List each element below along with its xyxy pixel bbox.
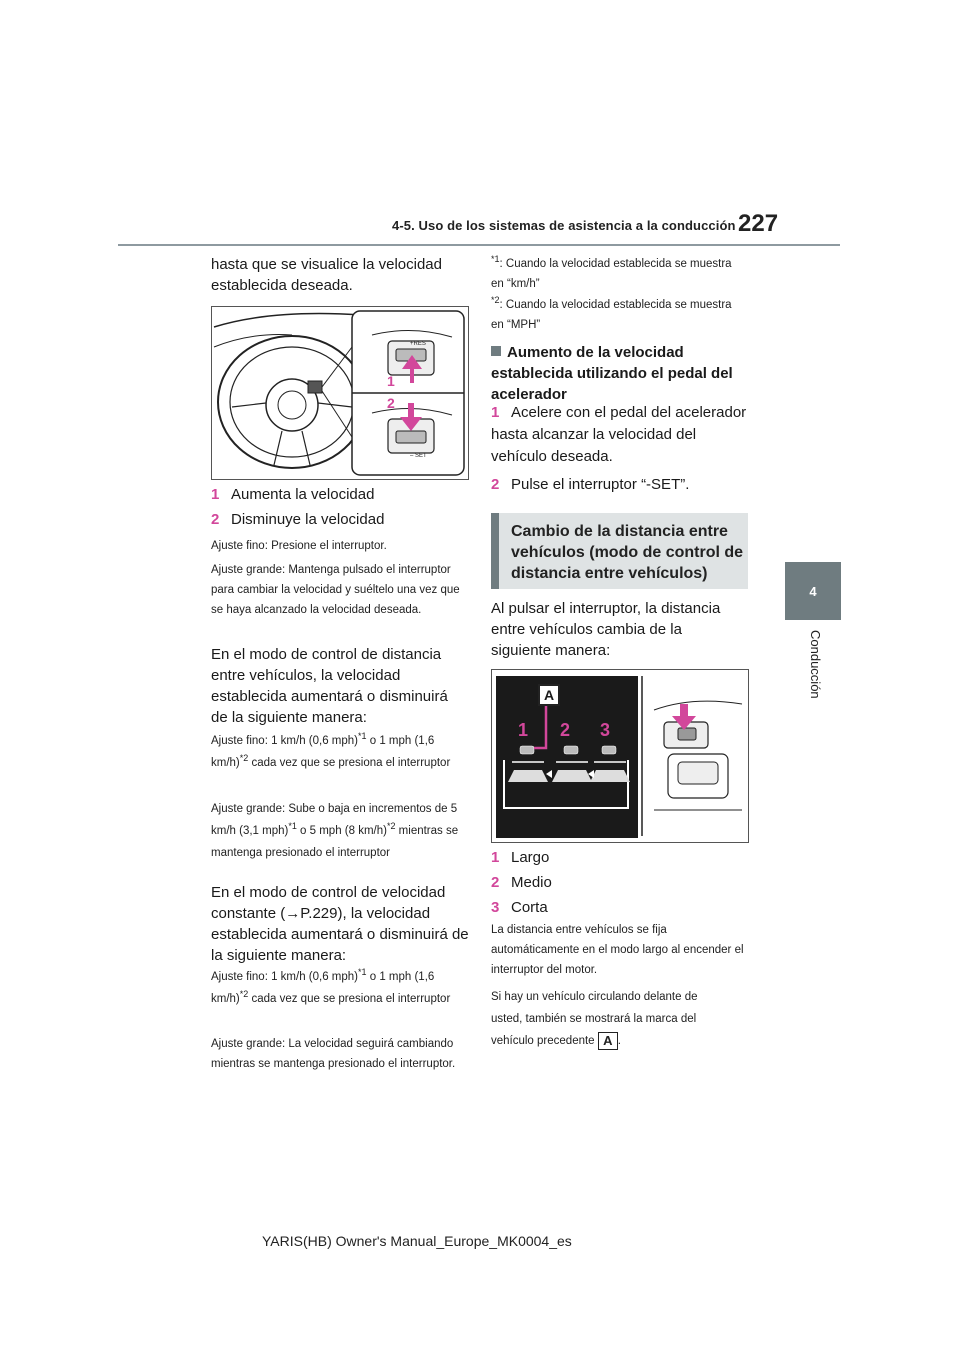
distance-label-3: 3 — [600, 720, 611, 740]
list-item: 2 Medio — [491, 874, 552, 891]
distance-display-illustration — [492, 670, 748, 842]
constant-fine-adjust: Ajuste fino: 1 km/h (0,6 mph)$^{*1}$ o 1 mph (1,6 km/h)$^{*2}$ cada vez que se presiona el interruptor — [211, 967, 451, 1005]
intro-text: hasta que se visualice la velocidad establecida deseada. — [211, 256, 442, 294]
constant-coarse-adjust: Ajuste grande: La velocidad seguirá cambiando mientras se mantenga presionado el interruptor. — [211, 1038, 456, 1070]
steering-switch-illustration — [212, 307, 468, 479]
page-number: 227 — [738, 210, 779, 237]
distance-coarse-adjust: Ajuste grande: Sube o baja en incrementos de 5 km/h (3,1 mph)$^{*1}$ o 5 mph (8 km/h)$^{*2}$ mientras se mantenga presionado el interruptor — [211, 803, 459, 859]
header-section-title: 4-5. Uso de los sistemas de asistencia a la conducción — [392, 218, 736, 233]
list-item: 1 Aumenta la velocidad — [211, 486, 375, 503]
note-preceding-vehicle: Si hay un vehículo circulando delante de usted, también se mostrará la marca del vehículo precedente A . — [491, 991, 698, 1048]
preceding-vehicle-mark-A: A — [598, 1032, 618, 1050]
section-heading-box — [491, 513, 748, 589]
figure-steering-switch — [211, 306, 469, 480]
subheading-accelerator: Aumento de la velocidad establecida utilizando el pedal del acelerador — [491, 344, 733, 403]
distance-label-1: 1 — [518, 720, 529, 740]
list-item: 1 Acelere con el pedal del acelerador hasta alcanzar la velocidad del vehículo deseada. — [491, 404, 747, 465]
label-A: A — [538, 684, 560, 706]
footnote-2: $^{*2}$: Cuando la velocidad establecida se muestra en “MPH” — [491, 295, 732, 331]
note-coarse-adjust: Ajuste grande: Mantenga pulsado el interruptor para cambiar la velocidad y suéltelo una vez que se haya alcanzado la velocidad deseada. — [211, 564, 460, 616]
chapter-tab[interactable]: 4 — [785, 562, 841, 620]
square-bullet-icon — [491, 346, 501, 356]
callout-1: 1 — [387, 373, 395, 389]
callout-2: 2 — [387, 395, 395, 411]
switch-bottom-label: – SET — [410, 453, 427, 459]
list-item: 3 Corta — [491, 899, 548, 916]
switch-top-label: +RES — [410, 341, 426, 347]
distance-label-2: 2 — [560, 720, 571, 740]
distance-mode-text: En el modo de control de distancia entre vehículos, la velocidad establecida aumentará o disminuirá de la siguiente manera: — [211, 646, 448, 726]
constant-mode-text: En el modo de control de velocidad constante (→P.229), la velocidad establecida aumentará o disminuirá de la siguiente manera: — [211, 884, 469, 964]
list-item: 1 Largo — [491, 849, 550, 866]
list-item: 2 Pulse el interruptor “-SET”. — [491, 476, 690, 493]
chapter-label: Conducción — [808, 630, 823, 699]
list-item: 2 Disminuye la velocidad — [211, 511, 385, 528]
section-intro: Al pulsar el interruptor, la distancia entre vehículos cambia de la siguiente manera: — [491, 600, 721, 659]
footer-manual-id: YARIS(HB) Owner's Manual_Europe_MK0004_es — [262, 1233, 572, 1249]
distance-fine-adjust: Ajuste fino: 1 km/h (0,6 mph)$^{*1}$ o 1 mph (1,6 km/h)$^{*2}$ cada vez que se presiona el interruptor — [211, 731, 451, 769]
footnote-1: $^{*1}$: Cuando la velocidad establecida se muestra en “km/h” — [491, 254, 732, 290]
note-auto-long: La distancia entre vehículos se fija automáticamente en el modo largo al encender el interruptor del motor. — [491, 924, 744, 976]
note-fine-adjust: Ajuste fino: Presione el interruptor. — [211, 540, 387, 552]
figure-distance-display — [491, 669, 749, 843]
header-divider — [118, 244, 840, 246]
section-heading: Cambio de la distancia entre vehículos (modo de control de distancia entre vehículos) — [511, 523, 744, 582]
